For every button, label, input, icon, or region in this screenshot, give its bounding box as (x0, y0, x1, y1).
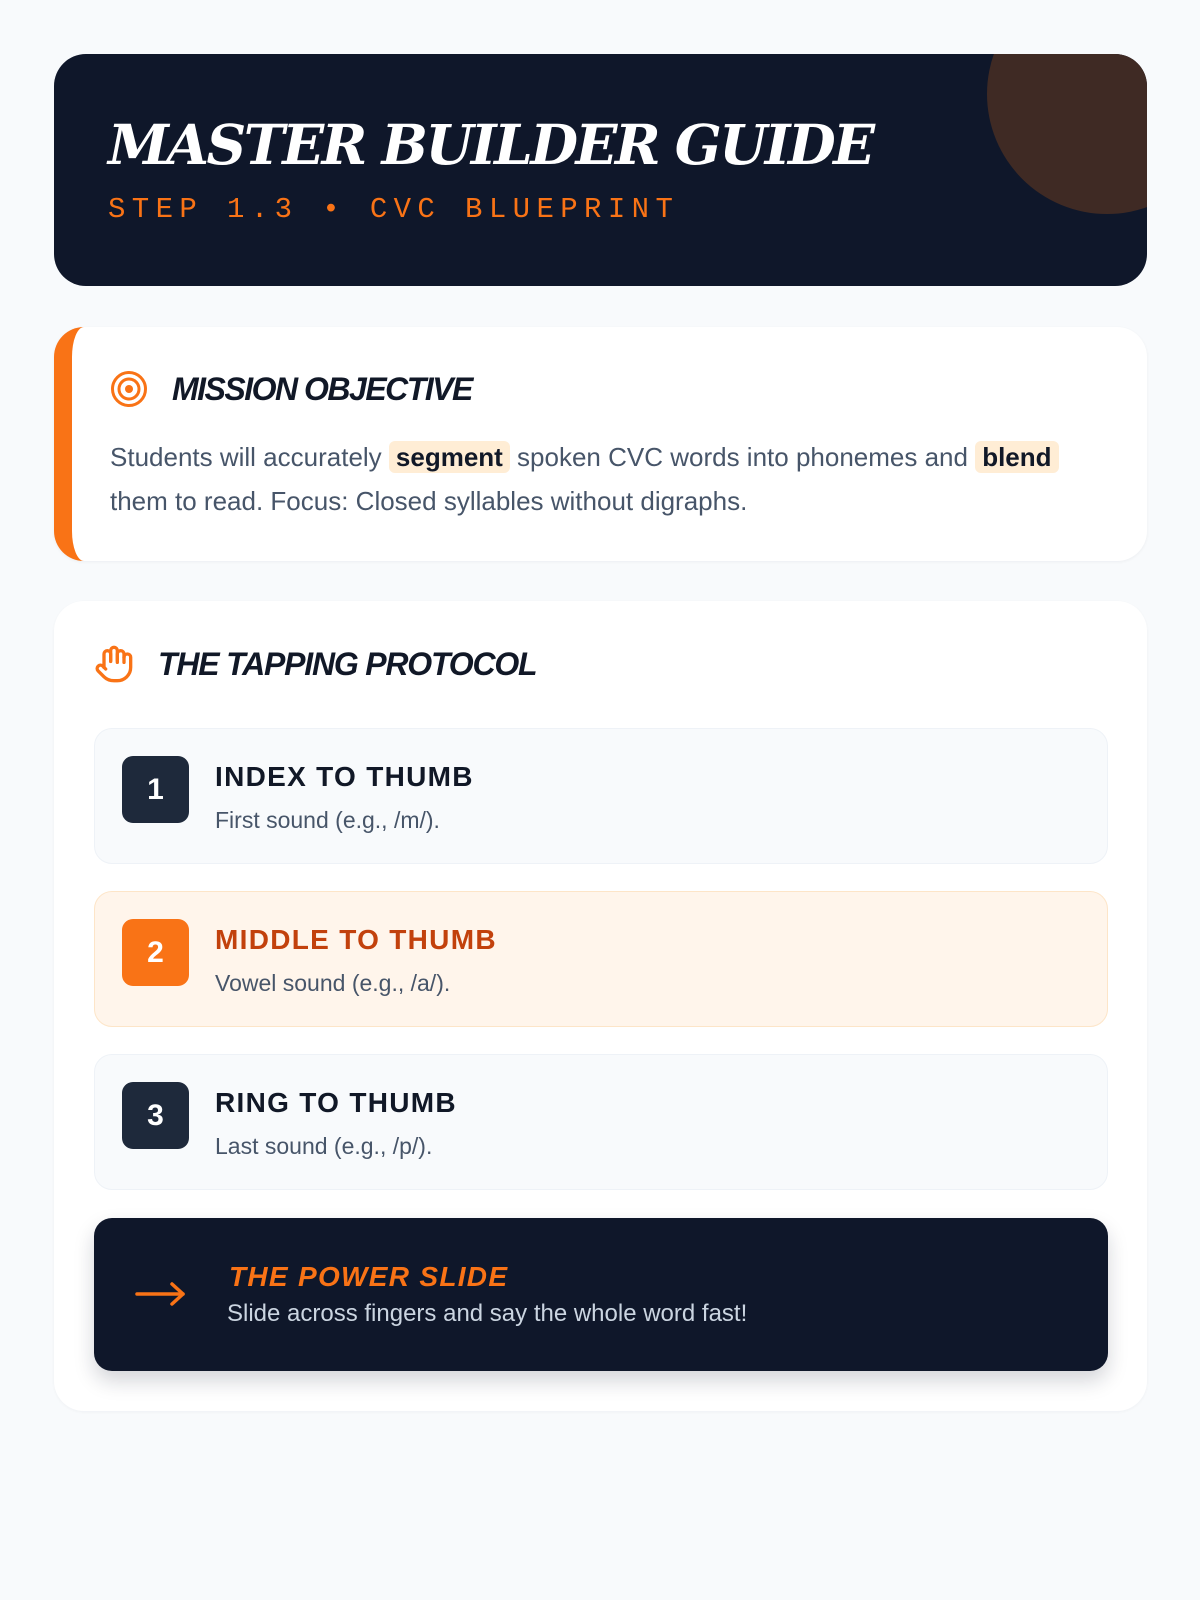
header-banner (54, 54, 1147, 286)
highlight-segment: segment (389, 441, 510, 473)
page-title: MASTER BUILDER GUIDE (108, 112, 873, 177)
header-decoration (987, 54, 1147, 214)
step-title: INDEX TO THUMB (215, 761, 474, 792)
step-number: 1 (122, 756, 189, 823)
step-description: Last sound (e.g., /p/). (215, 1133, 433, 1159)
step-card-2 (94, 891, 1108, 1027)
step-card-1 (94, 728, 1108, 864)
target-icon (110, 370, 148, 408)
hand-icon (94, 644, 134, 684)
step-title: RING TO THUMB (215, 1087, 457, 1118)
mission-text-1: Students will accurately (110, 442, 389, 472)
mission-text-2: spoken CVC words into phonemes and (509, 442, 976, 472)
highlight-blend: blend (975, 441, 1058, 473)
step-description: First sound (e.g., /m/). (215, 807, 440, 833)
step-title: MIDDLE TO THUMB (215, 924, 497, 955)
step-number: 3 (122, 1082, 189, 1149)
page-subtitle: STEP 1.3 • CVC BLUEPRINT (108, 193, 680, 226)
power-slide-title: THE POWER SLIDE (229, 1261, 509, 1292)
tapping-protocol-card (54, 601, 1147, 1411)
power-slide-card (94, 1218, 1108, 1371)
mission-title: MISSION OBJECTIVE (172, 371, 472, 407)
power-slide-description: Slide across fingers and say the whole word fast! (227, 1300, 748, 1327)
step-description: Vowel sound (e.g., /a/). (215, 970, 451, 996)
protocol-title: THE TAPPING PROTOCOL (158, 646, 537, 682)
step-number: 2 (122, 919, 189, 986)
mission-text-3: them to read. Focus: Closed syllables without digraphs. (110, 486, 748, 516)
step-card-3 (94, 1054, 1108, 1190)
mission-description (110, 435, 1110, 523)
mission-objective-card (54, 327, 1147, 561)
arrow-right-icon (134, 1276, 188, 1312)
